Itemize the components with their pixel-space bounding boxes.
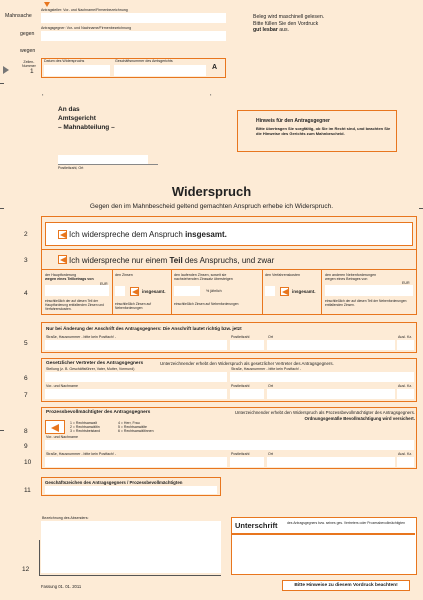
row-number-4: 4	[24, 290, 28, 297]
address-corner-mark-right: ▪	[210, 92, 212, 97]
fold-mark	[0, 83, 4, 84]
zinsen-check-field	[115, 286, 125, 296]
opt-full-bold: insgesamt.	[185, 230, 227, 239]
haupt-line1: der Hauptforderung	[45, 273, 77, 277]
sec5-title: Nur bei Änderung der Anschrift des Antragsgegners: Die Anschrift lautet richtig bzw. jetzt	[46, 326, 242, 331]
fold-mark	[0, 430, 4, 431]
row-number-10: 10	[24, 459, 32, 466]
sec8-ausl-field[interactable]	[397, 457, 414, 467]
checkbox-full[interactable]	[58, 230, 67, 239]
note-line1: Beleg wird maschinell gelesen.	[253, 14, 325, 20]
laufende-label	[174, 273, 262, 282]
laufende-pct-field[interactable]	[174, 286, 200, 296]
sec6-title: Gesetzlicher Vertreter des Antragsgegners	[46, 361, 144, 366]
row-number-9: 9	[24, 443, 28, 450]
col-sep	[321, 270, 322, 314]
sec5-ausl-label: Ausl. Kz.	[398, 335, 413, 339]
checkbox-verf[interactable]	[280, 287, 289, 296]
sec5-plz-label: Postleitzahl	[231, 335, 250, 339]
verf-check-field	[265, 286, 275, 296]
sec8-ort-field[interactable]	[267, 457, 395, 467]
absender-bracket	[39, 540, 40, 576]
geschaeftsnummer-label: Geschäftsnummer des Amtsgerichts	[115, 59, 173, 63]
sec11-title: Geschäftszeichen des Antragsgegners / Prozessbevollmächtigten	[45, 480, 183, 485]
sec6-subtitle: Unterzeichnender erhebt den Widerspruch als gesetzlicher Vertreter des Antragsgegners.	[160, 361, 334, 366]
signature-note: des Antragsgegners bzw. seines ges. Vertreters oder Prozessbevollmächtigten	[287, 521, 405, 525]
sec8-code-field[interactable]	[45, 420, 65, 434]
divider	[42, 249, 416, 250]
sec8-name-field[interactable]	[45, 440, 414, 450]
sec8-codes-col1: 1 = Rechtsanwalt 2 = Rechtsanwältin 3 = Rechtsbeistand	[70, 421, 101, 434]
neben-note: einschließlich der auf diesen Teil der Nebenforderungen entfallenden Zinsen.	[325, 299, 407, 308]
haupt-amount-field[interactable]	[45, 285, 109, 296]
sec6-ausl-label: Ausl. Kz.	[398, 384, 413, 388]
opt-part-text: Ich widerspreche nur einem	[69, 256, 170, 265]
row-number-3: 3	[24, 257, 28, 264]
row-number-8: 8	[24, 428, 28, 435]
zinsen-label: den Zinsen	[115, 273, 133, 277]
address-line3: – Mahnabteilung –	[58, 123, 115, 131]
laufende-line2: nachstehenden Zinssatz übersteigen	[174, 277, 233, 282]
address-postleitzahl-label: Postleitzahl, Ort	[58, 166, 84, 170]
divider	[42, 269, 416, 270]
sec6-name-label: Vor- und Nachname	[46, 384, 78, 388]
laufende-pct: % jährlich	[206, 289, 222, 293]
hint-box	[237, 110, 397, 152]
absender-underline	[39, 575, 221, 576]
sec8-plz-label: Postleitzahl	[231, 452, 250, 456]
page-subtitle: Gegen den im Mahnbescheid geltend gemachten Anspruch erhebe ich Widerspruch.	[89, 203, 334, 210]
zinsen-note: einschließlich Zinsen auf Nebenforderungen	[115, 302, 152, 311]
datum-field[interactable]	[44, 65, 110, 76]
sec6-ausl-field[interactable]	[397, 389, 414, 399]
sec8-ausl-label: Ausl. Kz.	[398, 452, 413, 456]
code-arrow-icon	[51, 424, 59, 432]
zinsen-insgesamt: insgesamt.	[142, 289, 166, 294]
verf-insgesamt: insgesamt.	[292, 289, 316, 294]
footer-hinweise-box	[282, 580, 410, 591]
sec6-strasse-field[interactable]	[230, 372, 414, 382]
checkbox-part[interactable]	[58, 255, 67, 264]
laufende-line1: den laufenden Zinsen, soweit sie	[174, 273, 227, 277]
sec6-plz-label: Postleitzahl	[231, 384, 250, 388]
haupt-label	[45, 273, 111, 282]
haupt-eur: EUR	[100, 282, 108, 286]
address-line1: An das	[58, 106, 80, 113]
row-number-7: 7	[24, 392, 28, 399]
datum-label: Datum des Widerspruchs	[44, 59, 85, 63]
address-line2: Amtsgericht	[58, 114, 96, 122]
neben-eur: EUR	[402, 281, 410, 285]
col-sep	[112, 270, 113, 314]
row-number-12: 12	[22, 566, 30, 573]
label-wegen: wegen	[20, 48, 36, 54]
machine-read-note	[253, 14, 418, 34]
sec6-ort-label: Ort	[268, 384, 273, 388]
sec5-ausl-field[interactable]	[397, 340, 414, 350]
row-pointer-icon	[3, 66, 9, 74]
page-title: Widerspruch	[171, 184, 252, 199]
antragsteller-field[interactable]	[41, 13, 226, 23]
neben-line2: wegen eines Betrages von	[325, 277, 368, 282]
antragsgegner-field[interactable]	[41, 31, 226, 41]
sec8-strasse-label: Straße, Hausnummer - bitte kein Postfach! -	[46, 452, 117, 456]
label-mahnsache: Mahnsache	[5, 13, 32, 19]
geschaeftsnummer-field[interactable]	[114, 65, 206, 76]
opt-part-bold: Teil	[169, 256, 183, 265]
opt-full-text: Ich widerspreche dem Anspruch	[69, 230, 186, 239]
col-sep	[171, 270, 172, 314]
sec8-subtitle2: Ordnungsgemäße Bevollmächtigung wird versichert.	[304, 416, 415, 421]
sec5-ort-label: Ort	[268, 335, 273, 339]
sec11-field[interactable]	[45, 486, 217, 494]
address-corner-mark: ▪	[42, 92, 44, 97]
checkbox-zinsen[interactable]	[130, 287, 139, 296]
antragsgegner-label: Antragsgegner: Vor- und Nachname/Firmenbezeichnung	[41, 26, 132, 30]
footer-fassung: Fassung 01. 01. 2011	[41, 584, 82, 589]
opt-full-label	[69, 230, 227, 239]
opt-part-end: des Anspruchs, und zwar	[182, 256, 275, 265]
neben-amount-field[interactable]	[325, 285, 413, 296]
row-number-6: 6	[24, 375, 28, 382]
letter-a: A	[212, 64, 218, 71]
sec5-strasse-field[interactable]	[45, 340, 227, 350]
row-number-1: 1	[30, 68, 34, 75]
sec8-name-label: Vor- und Nachname	[46, 435, 78, 439]
sec6-stellung-label: Stellung (z. B. Geschäftsführer, Vater, Mutter, Vormund)	[46, 367, 135, 371]
absender-label: Bezeichnung des Absenders:	[42, 516, 89, 520]
row-number-5: 5	[24, 340, 28, 347]
footer-hinweise: Bitte Hinweise zu diesem Vordruck beachten!	[294, 583, 398, 588]
verf-label: den Verfahrenskosten	[265, 273, 300, 277]
signature-divider	[232, 533, 415, 535]
col-sep	[262, 270, 263, 314]
hint-text: Bitte übertragen Sie sorgfältig, ob Sie im Recht sind, und beachten Sie die Hinweise des Gerichts zum Mahnbescheid.	[256, 126, 391, 137]
row-number-2: 2	[24, 231, 28, 238]
row-number-11: 11	[24, 487, 31, 494]
marker-arrow-icon	[44, 2, 50, 7]
sec8-strasse-field[interactable]	[45, 457, 227, 467]
sec8-ort-label: Ort	[268, 452, 273, 456]
sec6-stellung-field[interactable]	[45, 372, 227, 382]
neben-line1: den anderen Nebenforderungen	[325, 273, 377, 277]
antragsteller-label: Antragsteller: Vor- und Nachname/Firmenbezeichnung	[41, 8, 128, 12]
address-block	[58, 106, 115, 132]
sec8-codes-col2: 4 = Herr, Frau 5 = Rechtsanwälte 6 = Rechtsanwältinnen	[118, 421, 154, 434]
note-bold: gut lesbar	[253, 27, 278, 33]
label-zeilennummer: Zeilen- Nummer	[22, 60, 36, 69]
haupt-note: einschließlich der auf diesen Teil der Hauptforderung entfallenden Zinsen und Verfahrenskosten.	[45, 299, 105, 312]
haupt-line2: wegen eines Teilbetrags von	[45, 277, 94, 282]
address-plz-field[interactable]	[58, 155, 148, 164]
sec8-subtitle: Unterzeichnender erhebt den Widerspruch als Prozessbevollmächtigter des Antragsgegners.	[234, 410, 415, 415]
label-gegen: gegen	[20, 31, 35, 37]
signature-box[interactable]	[231, 517, 417, 575]
absender-field[interactable]	[41, 521, 221, 573]
sec6-name-field[interactable]	[45, 389, 227, 399]
sec5-plz-field[interactable]	[230, 340, 264, 350]
hint-title: Hinweis für den Antragsgegner	[256, 118, 330, 124]
opt-part-label	[69, 256, 274, 265]
sec6-ort-field[interactable]	[267, 389, 395, 399]
laufende-note: einschließlich Zinsen auf Nebenforderungen	[174, 302, 239, 306]
sec6-plz-field[interactable]	[230, 389, 264, 399]
address-underline	[58, 164, 158, 165]
sec6-strasse-label: Straße, Hausnummer - bitte kein Postfach! -	[231, 367, 302, 371]
sec5-strasse-label: Straße, Hausnummer - bitte kein Postfach! -	[46, 335, 117, 339]
note-end: aus.	[277, 27, 290, 33]
note-line2: Bitte füllen Sie den Vordruck	[253, 20, 319, 27]
sec8-title: Prozessbevollmächtigter des Antragsgegners	[46, 410, 151, 415]
signature-label: Unterschrift	[235, 521, 278, 530]
sec8-plz-field[interactable]	[230, 457, 264, 467]
sec5-ort-field[interactable]	[267, 340, 395, 350]
